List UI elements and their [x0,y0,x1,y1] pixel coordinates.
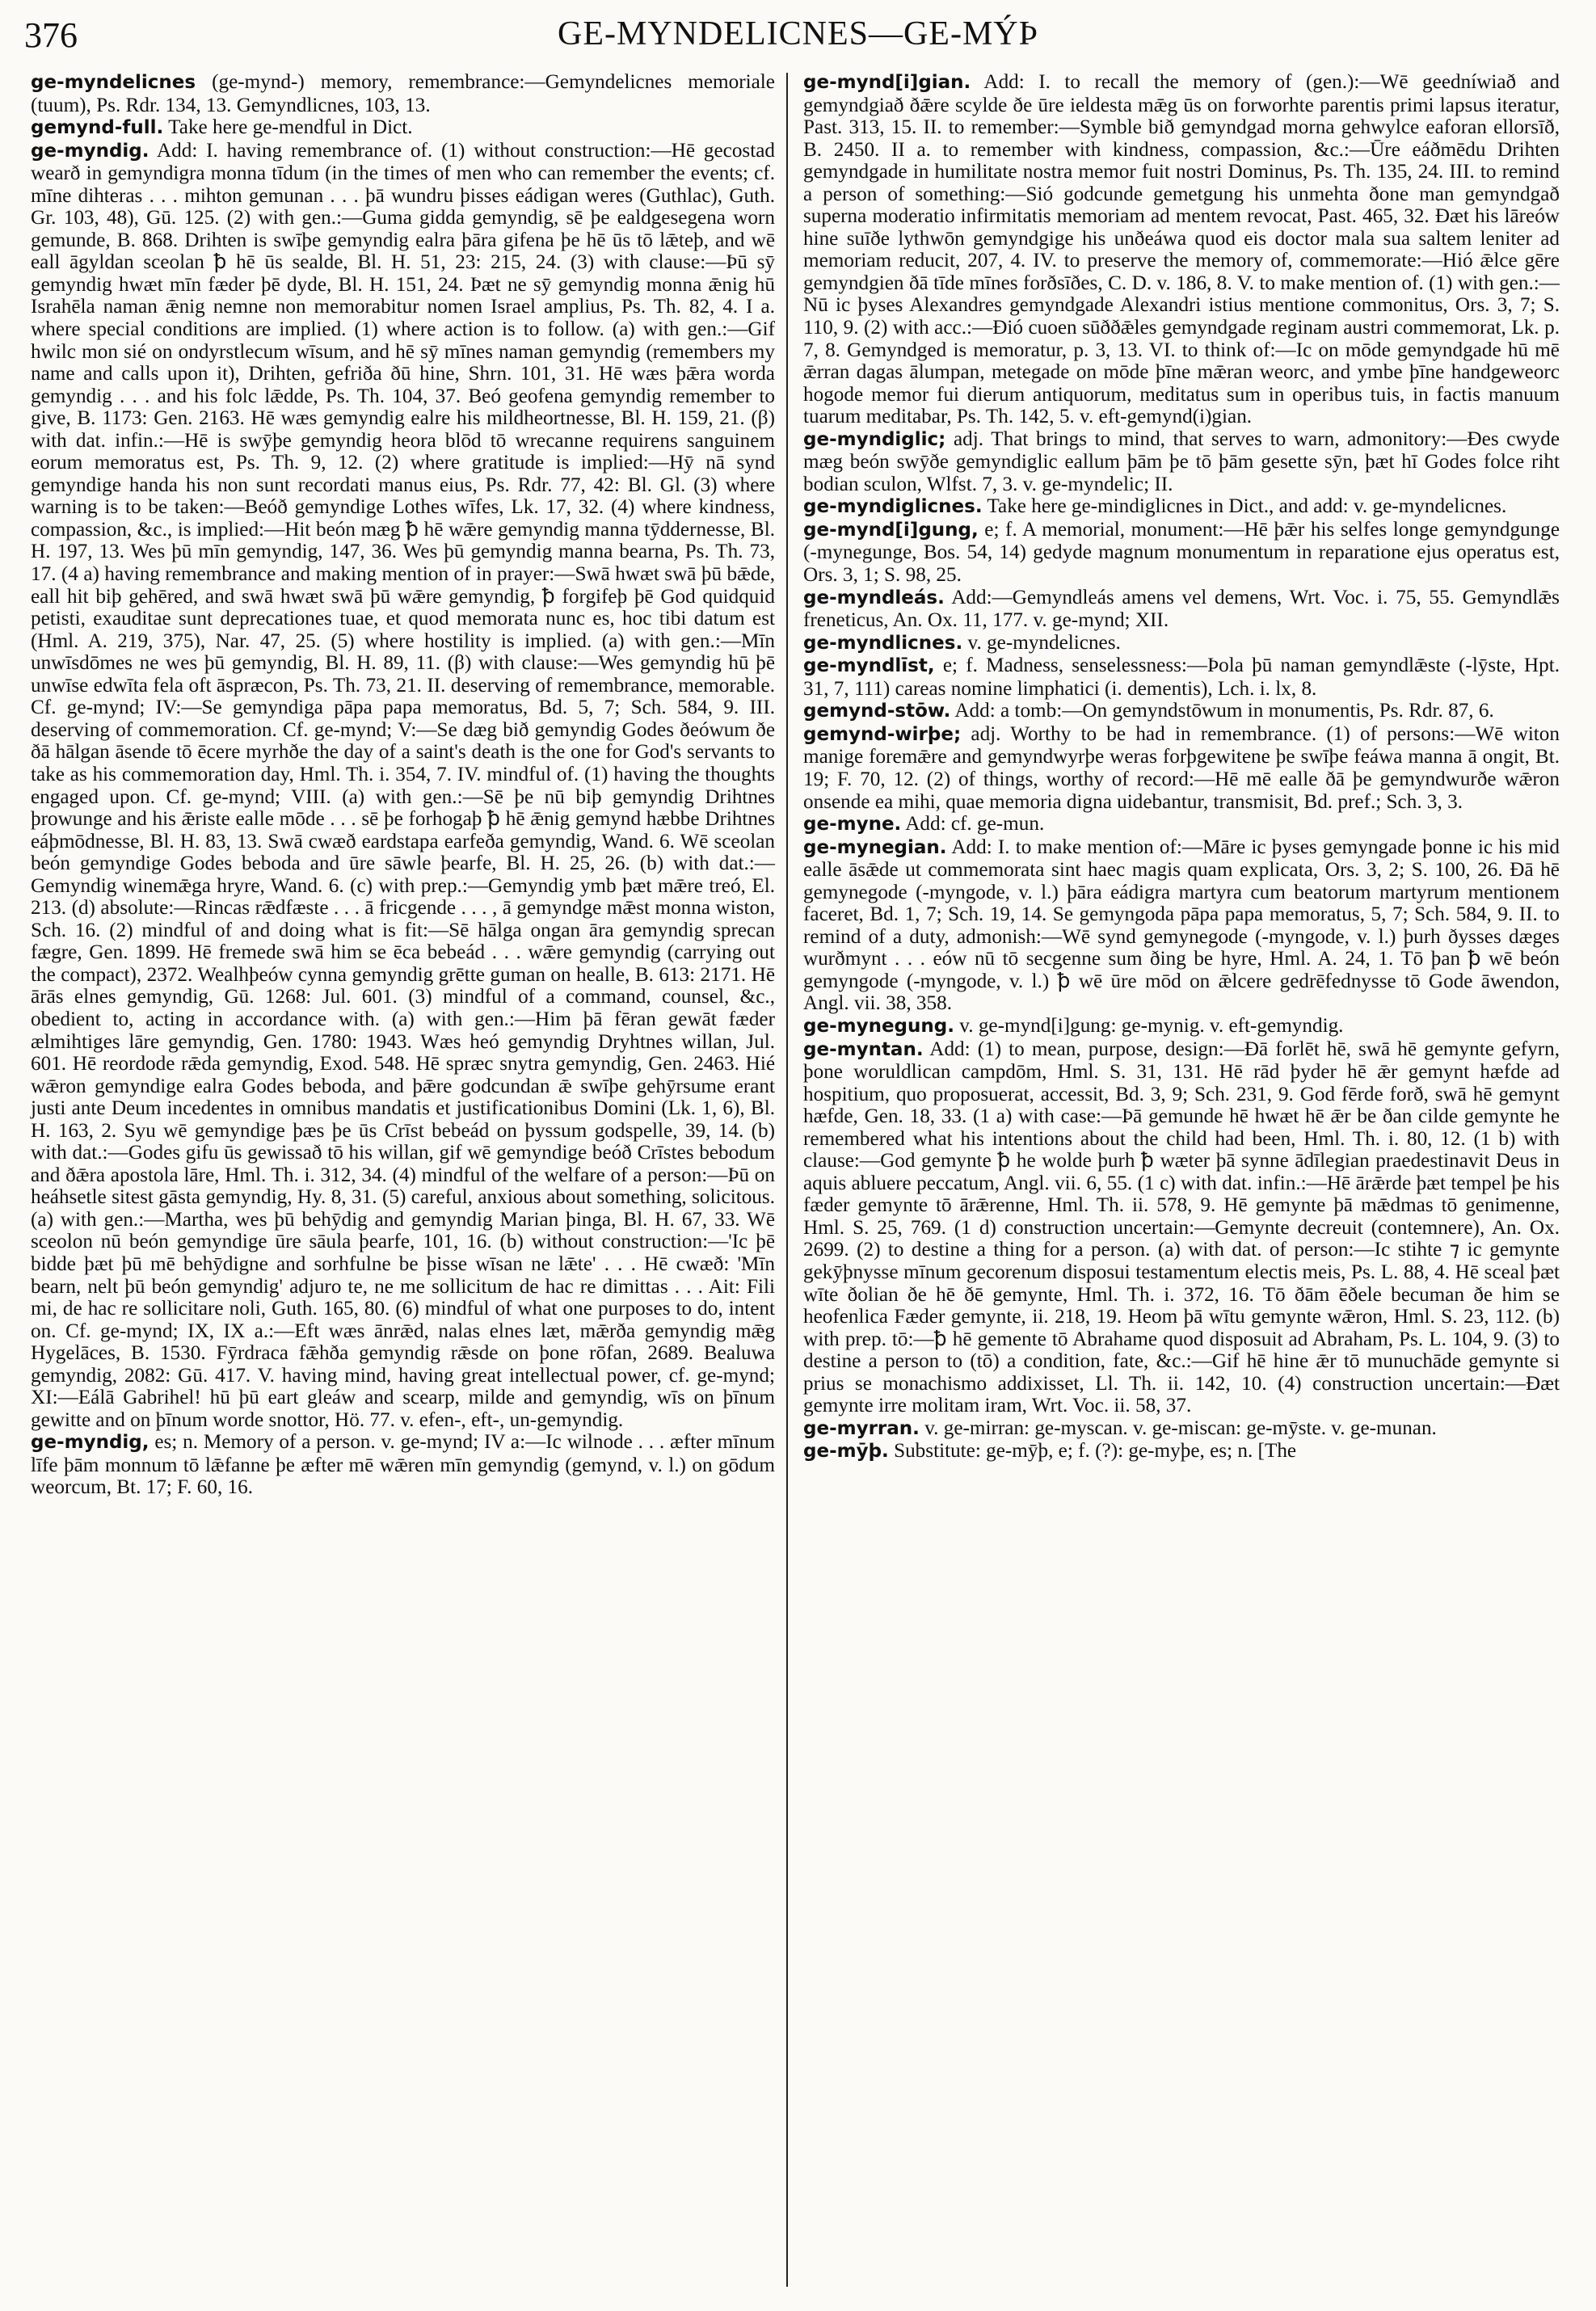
entry-headword: ge-myndlicnes. [803,632,963,654]
dictionary-entry [800,836,1560,1015]
dictionary-entry [800,632,1560,655]
entry-headword: ge-myntan. [803,1038,924,1060]
entry-definition: Add: (1) to mean, purpose, design:—Ðā forlēt hē, swā hē gemynte gefyrn, þone woruldlican campdōm, Hml. S. 31, 131. Hē rād þyder hē ǣr gemynt hæfde ad hospitium, quo proposuerat, accessit, Bd. 3, 9; Sch. 231, 9. God fērde forð, swā hē gemynt hæfde, Gen. 18, 33. (1 a) with case:—Þā gemunde hē hwæt hē ǣr be ðan cilde gemynte he remembered what his intentions about the child had been, Hml. Th. i. 80, 12. (1 b) with clause:—God gemynte ꝥ he wolde þurh ꝥ wæter þā synne ādīlegian praedestinavit Deus in aquis abluere peccatum, Angl. vii. 6, 55. (1 c) with dat. infin.:—Hē ārǣrde þæt tempel þe his fæder gemynte tō ārǣrenne, Hml. Th. ii. 578, 9. Hē gemynte þā mǣdmas tō genimenne, Hml. S. 25, 769. (1 d) construction uncertain:—Gemynte decreuit (contemnere), An. Ox. 2699. (2) to destine a thing for a person. (a) with dat. of person:—Ic stihte ⁊ ic gemynte gekȳþnysse mīnum gecorenum disposui testamentum electis meis, Ps. L. 88, 4. Hē sceal þæt wīte ðolian ðe hē ðē gemynte, Hml. Th. i. 372, 16. Tō ðām ēðele becuman ðe him se heofenlica Fæder gemynte, ii. 218, 19. Heom þā wītu gemynte wǣron, Hml. S. 23, 112. (b) with prep. tō:—ꝥ hē gemente tō Abrahame quod disposuit ad Abraham, Ps. L. 104, 9. (3) to destine a person to (tō) a condition, fate, &c.:—Gif hē hine ǣr tō munuchāde gemynte si prius se monachismo addixisset, Ll. Th. ii. 142, 10. (4) construction uncertain:—Ðæt gemynte irre molitam iram, Wrt. Voc. ii. 58, 37. [803,1038,1560,1417]
dictionary-entry [800,723,1560,813]
entry-definition: v. ge-mynd[i]gung: ge-mynig. v. eft-gemyndig. [954,1014,1344,1037]
entry-definition: Add: I. having remembrance of. (1) without construction:—Hē gecostad wearð in gemyndigra monna tīdum (in the times of men who can remember the events; cf. mīne dihteras . . . mihton gemunan . . . þā wundru þisses eádigan weres (Guthlac), Guth. Gr. 103, 48), Gū. 125. (2) with gen.:—Guma gidda gemyndig, sē þe ealdgesegena worn gemunde, B. 868. Drihten is swīþe gemyndig ealra þāra gifena þe hē ūs tō lǣteþ, and wē eall āgyldan sceolan ꝥ hē ūs sealde, Bl. H. 51, 23: 215, 24. (3) with clause:—Þū sȳ gemyndig hwæt mīn fæder þē dyde, Bl. H. 151, 24. Þæt ne sȳ gemyndig monna ǣnig hū Israhēla naman ǣnig nemne non memorabitur nomen Israel amplius, Ps. Th. 82, 4. I a. where special conditions are implied. (1) where action is to follow. (a) with gen.:—Gif hwilc mon sié on ondyrstlecum wīsum, and hē sȳ mīnes naman gemyndig (remembers my name and calls upon it), Drihten, gefriða ðū hine, Shrn. 101, 31. Hē wæs þǣra worda gemyndig . . . and his folc lǣdde, Ps. Th. 104, 37. Beó geofena gemyndig remember to give, B. 1173: Gen. 2163. Hē wæs gemyndig ealre his mildheortnesse, Bl. H. 159, 21. (β) with dat. infin.:—Hē is swȳþe gemyndig heora blōd tō wrecanne requirens sanguinem eorum memoratus est, Ps. Th. 9, 12. (2) where gratitude is implied:—Hȳ nā synd gemyndige handa his non sunt recordati manus eius, Ps. Rdr. 77, 42: Bl. Gl. (3) where warning is to be taken:—Beóð gemyndige Lothes wīfes, Lk. 17, 32. (4) where kindness, compassion, &c., is implied:—Hit beón mæg ꝥ hē wǣre gemyndig manna tȳddernesse, Bl. H. 197, 13. Wes þū mīn gemyndig, 147, 36. Wes þū gemyndig manna bearna, Ps. Th. 73, 17. (4 a) having remembrance and making mention of in prayer:—Swā hwæt swā þū bǣde, eall hit biþ gehēred, and swā hwæt swā þū wǣre gemyndig, ꝥ forgifeþ þē God quidquid petisti, exauditae sunt deprecationes tuae, et quod memorata nunc es, hoc tibi datum est (Hml. A. 219, 375), Nar. 47, 25. (5) where hostility is implied. (a) with gen.:—Mīn unwīsdōmes ne wes þū gemyndig, Bl. H. 89, 11. (β) with clause:—Wes gemyndig hū þē unwīse edwīta fela oft āspræcon, Ps. Th. 73, 21. II. deserving of remembrance, memorable. Cf. ge-mynd; IV:—Se gemyndiga pāpa papa memoratus, Bd. 5, 7; Sch. 584, 9. III. deserving of commemoration. Cf. ge-mynd; V:—Se dæg bið gemyndig Godes ðeówum ðe ðā hālgan āsende tō ēcere myrhðe the day of a saint's death is the one for God's servants to take as his commemoration day, Hml. Th. i. 354, 7. IV. mindful of. (1) having the thoughts engaged upon. Cf. ge-mynd; VIII. (a) with gen.:—Sē þe nū biþ gemyndig Drihtnes þrowunge and his ǣriste ealle mōde . . . sē þe forhogaþ ꝥ hē ǣnig gemynd hæbbe Drihtnes eáþmōdnesse, Bl. H. 83, 13. Swā cwæð eardstapa earfeða gemyndig, Wand. 6. Wē sceolan beón gemyndige Godes beboda and ūre sāwle þearfe, Bl. H. 25, 26. (b) with dat.:—Gemyndig winemǣga hryre, Wand. 6. (c) with prep.:—Gemyndig ymb þæt mǣre treó, El. 213. (d) absolute:—Rincas rǣdfæste . . . ā fricgende . . . , ā gemyndge mǣst monna wiston, Sch. 16. (2) mindful of and doing what is fit:—Sē hālga ongan āra gemyndig sprecan fægre, Gen. 1899. Hē fremede swā him se ēca bebeád . . . wǣre gemyndig (carrying out the compact), 2372. Wealhþeów cynna gemyndig grētte guman on healle, B. 613: 2171. Hē ārās elnes gemyndig, Gū. 1268: Jul. 601. (3) mindful of a command, counsel, &c., obedient to, acting in accordance with. (a) with gen.:—Him þā fēran gewāt fæder ælmihtiges lāre gemyndig, Gen. 1780: 1943. Wæs heó gemyndig Dryhtnes willan, Jul. 601. Hē reordode rǣda gemyndig, Exod. 548. Hē spræc snytra gemyndig, Gen. 2463. Hié wǣron gemyndige ealra Godes beboda, and þǣre godcundan ǣ swīþe gehȳrsume erant justi ante Deum incedentes in omnibus mandatis et justificationibus Domini (Lk. 1, 6), Bl. H. 163, 2. Syu wē gemyndige þæs þe ūs Crīst bebeád on þyssum godspelle, 39, 14. (b) with dat.:—Godes gifu ūs gewissað tō his willan, gif wē gemyndige beóð Crīstes bebodum and ðǣra apostola lāre, Hml. Th. i. 312, 34. (4) mindful of the welfare of a person:—Þū on heáhsetle sitest gāsta gemyndig, Hy. 8, 31. (5) careful, anxious about something, solicitous. (a) with gen.:—Martha, wes þū behȳdig and gemyndig Marian þinga, Bl. H. 67, 33. Wē sceolon nū beón gemyndige ūre sāula þearfe, 101, 16. (b) without construction:—'Ic þē bidde þæt þū mē behȳdigne and sorhfulne be þisse wīsan ne lǣte' . . . Hē cwæð: 'Mīn bearn, nelt þū beón gemyndig' adjuro te, ne me sollicitum de hac re dimittas . . . Ait: Fili mi, de hac re sollicitare noli, Guth. 165, 80. (6) mindful of what one purposes to do, intent on. Cf. ge-mynd; IX, IX a.:—Eft wæs ānrǣd, nalas elnes læt, mǣrða gemyndig mǣg Hygelāces, B. 1530. Fȳrdraca fǣhða gemyndig rǣsde on þone rōfan, 2689. Bealuwa gemyndig, 2082: Gū. 417. V. having mind, having great intellectual power, cf. ge-mynd; XI:—Eálā Gabrihel! hū þū eart gleáw and scearp, milde and gemyndig, wīs on þīnum gewitte and on þīnum worde snottor, Hö. 77. v. efen-, eft-, un-gemyndig. [31,139,775,1431]
column-divider [786,73,788,2287]
left-column [27,71,775,1499]
entry-definition: Add: a tomb:—On gemyndstōwum in monumentis, Ps. Rdr. 87, 6. [950,700,1494,722]
dictionary-entry [800,587,1560,632]
dictionary-entry [27,116,775,140]
entry-definition: (ge-mynd-) memory, remembrance:—Gemyndelicnes memoriale (tuum), Ps. Rdr. 134, 13. Gemyndlicnes, 103, 13. [31,71,775,116]
entry-definition: e; f. Madness, senselessness:—Þola þū naman gemyndlǣste (-lȳste, Hpt. 31, 7, 111) careas nomine limphatici (i. dementis), Lch. i. lx, 8. [803,655,1560,700]
entry-definition: v. ge-mirran: ge-myscan. v. ge-miscan: ge-mȳste. v. ge-munan. [919,1416,1437,1439]
entry-definition: Add: cf. ge-mun. [901,813,1045,836]
entry-headword: ge-myne. [803,814,902,836]
dictionary-entry [800,428,1560,496]
entry-headword: ge-myndiglicnes. [803,496,983,518]
entry-definition: Substitute: ge-mȳþ, e; f. (?): ge-myþe, es; n. [The [888,1440,1297,1463]
entry-definition: Take here ge-mendful in Dict. [163,116,413,139]
dictionary-entry [800,1015,1560,1038]
dictionary-entry [27,71,775,116]
entry-headword: gemynd-stōw. [803,701,951,722]
dictionary-entry [800,495,1560,519]
dictionary-entry [27,1431,775,1499]
entry-definition: v. ge-myndelicnes. [962,631,1121,654]
entry-definition: Add:—Gemyndleás amens vel demens, Wrt. Voc. i. 75, 55. Gemyndlǣs freneticus, An. Ox. 11, 177. v. ge-mynd; XII. [803,586,1560,632]
entry-definition: Add: I. to recall the memory of (gen.):—Wē geedníwiað and gemyndgiað ðǣre scylde ðe ūre ieldesta mǣg ūs on forworhte parentis primi lapsus iteratur, Past. 313, 15. II. to remember:—Symble bið gemyndgad morna gehwylce eaforan ellorsīð, B. 2450. II a. to remember with kindness, compassion, &c.:—Ūre eáðmēdu Drihten gemyndgade in humilitate nostra memor fuit nostri Dominus, Ps. Th. 135, 24. III. to remind a person of something:—Sió godcunde gemetgung his unmehta ðone man gemyndgað superna moderatio infirmitatis memoriam ad mentem revocat, Past. 465, 32. Ðæt his lāreów hine suīðe lythwōn gemyndgige his unðeáwa quod eis doctor mala sua saltem leniter ad memoriam reducit, 207, 4. IV. to preserve the memory of, commemorate:—Hió ǣlce gēre gemyndgien ðā tīde mīnes forðsīðes, C. D. v. 186, 8. V. to make mention of. (1) with gen.:—Nū ic þyses Alexandres gemyndgade Alexandri istius mentione commonitus, Ors. 3, 7; S. 110, 9. (2) with acc.:—Ðió cuoen sūððǣles gemyndgade reginam austri commemorat, Lk. p. 7, 8. Gemyndged is memoratur, p. 3, 13. VI. to think of:—Ic on mōde gemyndgade hū mē ǣrran dagas ālumpan, metegade on mōde þīne mǣran weorc, and ymbe þīne handgeweorc hogode memor fui dierum antiquorum, meditatus sum in operibus tuis, in factis manuum tuarum meditabar, Ps. Th. 142, 5. v. eft-gemynd(i)gian. [803,71,1560,428]
entry-headword: ge-myndleás. [803,587,945,608]
entry-headword: gemynd-full. [31,117,164,139]
dictionary-entry [800,1038,1560,1417]
page-title: GE-MYNDELICNES—GE-MÝÞ [558,15,1038,53]
entry-headword: gemynd-wirþe; [803,723,962,745]
entry-headword: ge-mynd[i]gung, [803,519,979,541]
page-number: 376 [24,15,78,55]
dictionary-entry [800,71,1560,428]
dictionary-entry [800,519,1560,587]
entry-definition: Add: I. to make mention of:—Māre ic þyses gemyngade þonne ic his mid ealle āsǣde ut commemorata sint haec magis quam explicata, Ors. 3, 2; S. 100, 26. Ðā hē gemynegode (-myngode, v. l.) þāra eádigra martyra cum beatorum martyrum mentionem faceret, Bd. 1, 7; Sch. 19, 14. Se gemyngoda pāpa papa memoratus, 5, 7; Sch. 584, 9. II. to remind of a duty, admonish:—Wē synd gemynegode (-myngode, v. l.) þurh ðysses dæges wurðmynt . . . eów nū tō secgenne sum ðing be hyre, Hml. A. 24, 1. Tō þan ꝥ wē beón gemyngode (-myngode, v. l.) ꝥ wē ūre mōd on ǣlcere gedrēfednysse tō Gode āwendon, Angl. vii. 38, 358. [803,836,1560,1015]
entry-headword: ge-myrran. [803,1417,920,1439]
dictionary-entry [800,655,1560,700]
entry-headword: ge-myndiglic; [803,428,946,450]
dictionary-entry [800,1417,1560,1441]
dictionary-entry [800,700,1560,723]
entry-headword: ge-mȳþ. [803,1441,889,1463]
entry-headword: ge-mynegian. [803,836,947,858]
entry-definition: Take here ge-mindiglicnes in Dict., and add: v. ge-myndelicnes. [982,495,1507,518]
entry-headword: ge-mynd[i]gian. [803,72,971,93]
right-column [800,71,1560,1463]
entry-headword: ge-myndelicnes [31,72,196,93]
entry-definition: adj. Worthy to be had in remembrance. (1) of persons:—Wē witon manige foremǣre and gemyndwyrþe weras forþgewitene þe swīþe feáwa manna ā ongit, Bt. 19; F. 70, 12. (2) of things, worthy of record:—Hē mē ealle ðā þe gemyndwurðe wǣron onsende ea mihi, quae memoria digna uidebantur, transmisit, Bd. pref.; Sch. 3, 3. [803,722,1560,813]
dictionary-entry [800,1440,1560,1463]
entry-definition: e; f. A memorial, monument:—Hē þǣr his selfes longe gemyndgunge (-mynegunge, Bos. 54, 14) gedyde magnum monumentum in reparatione ejus operatus est, Ors. 3, 1; S. 98, 25. [803,518,1560,587]
entry-definition: adj. That brings to mind, that serves to warn, admonitory:—Ðes cwyde mæg beón swȳðe gemyndiglic eallum þām þe tō þām gesette sȳn, þæt hī Godes folce riht bodian sculon, Wlfst. 7, 3. v. ge-myndelic; II. [803,427,1560,495]
entry-headword: ge-mynegung. [803,1015,954,1037]
dictionary-entry [27,140,775,1432]
entry-headword: ge-myndig, [31,1432,149,1454]
entry-definition: es; n. Memory of a person. v. ge-mynd; IV a:—Ic wilnode . . . æfter mīnum līfe þām monnum tō lǣfanne þe æfter mē wǣren mīn gemyndig (gemynd, v. l.) on gōdum weorcum, Bt. 17; F. 60, 16. [31,1431,775,1499]
entry-headword: ge-myndig. [31,140,149,162]
dictionary-entry [800,813,1560,836]
entry-headword: ge-myndlīst, [803,655,935,677]
